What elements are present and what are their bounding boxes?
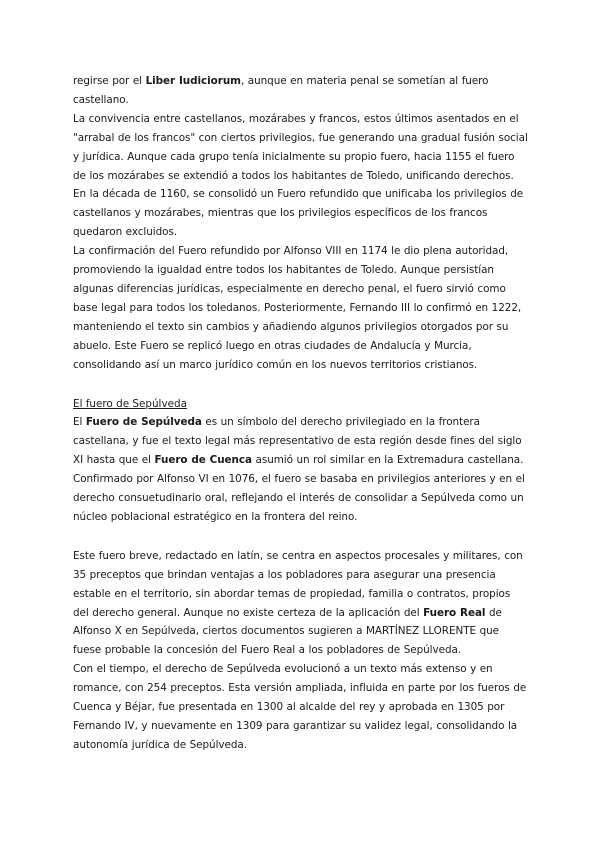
- text-run: El: [73, 416, 86, 429]
- intro-paragraph-3: La confirmación del Fuero refundido por Alfonso VIII en 1174 le dio plena autoridad, promoviendo la igualdad entre todos los habitantes de Toledo. Aunque persistían algunas diferencias jurídicas, especialmente en derecho penal, el fuero sirvió como base legal para todos los toledanos. Posteriormente, Fernando III lo confirmó en 1222, manteniendo el texto sin cambios y añadiendo algunos privilegios otorgados por su abuelo. Este Fuero se replicó luego en otras ciudades de Andalucía y Murcia, consolidando así un marco jurídico común en los nuevos territorios cristianos.: [73, 245, 522, 371]
- sepulveda-paragraph-1: [73, 413, 528, 526]
- text-run: asumió un rol similar en la Extremadura castellana. Confirmado por Alfonso VI en 1076, el fuero se basaba en privilegios anteriores y en el derecho consuetudinario oral, reflejando el interés de consolidar a Sepúlveda como un núcleo poblacional estratégico en la frontera del reino.: [73, 454, 525, 523]
- intro-text-end: , aunque en materia penal se sometían al fuero castellano.: [73, 75, 489, 106]
- text-run: es un símbolo del derecho privilegiado en la frontera castellana, y fue el texto legal más representativo de esta región desde fines del siglo XI hasta que el: [73, 416, 522, 467]
- fuero-real-bold: Fuero Real: [423, 606, 486, 619]
- fuero-sepulveda-bold: Fuero de Sepúlveda: [85, 416, 202, 429]
- liber-iudiciorum-bold: Liber Iudiciorum: [145, 75, 241, 87]
- section-spacer: [73, 375, 528, 395]
- intro-paragraph-2: La convivencia entre castellanos, mozárabes y francos, estos últimos asentados en el "arrabal de los francos" con ciertos privilegios, fue generando una gradual fusión social y jurídica. Aunque cada grupo tenía inicialmente su propio fuero, hacia 1155 el fuero de los mozárabes se extendió a todos los habitantes de Toledo, unificando derechos. En la década de 1160, se consolidó un Fuero refundido que unificaba los privilegios de castellanos y mozárabes, mientras que los privilegios específicos de los francos quedaron excluidos.: [73, 112, 528, 239]
- paragraph-spacer: [73, 527, 528, 547]
- text-run: de Alfonso X en Sepúlveda, ciertos documentos sugieren a MARTÍNEZ LLORENTE que fuese probable la concesión del Fuero Real a los pobladores de Sepúlveda.: [73, 606, 502, 657]
- section-heading: El fuero de Sepúlveda: [73, 397, 187, 410]
- fuero-cuenca-bold: Fuero de Cuenca: [154, 454, 252, 467]
- sepulveda-paragraph-3: Con el tiempo, el derecho de Sepúlveda evolucionó a un texto más extenso y en romance, con 254 preceptos. Esta versión ampliada, influida en parte por los fueros de Cuenca y Béjar, fue presentada en 1300 al alcalde del rey y aprobada en 1305 por Fernando IV, y nuevamente en 1309 para garantizar su validez legal, consolidando la autonomía jurídica de Sepúlveda.: [73, 663, 527, 751]
- sepulveda-paragraph-2: [73, 547, 528, 660]
- intro-text-start: regirse por el: [73, 75, 146, 87]
- text-run: Este fuero breve, redactado en latín, se centra en aspectos procesales y militares, con 35 preceptos que brindan ventajas a los pobladores para asegurar una presencia estable en el territorio, sin abordar temas de propiedad, familia o contratos, propios del derecho general. Aunque no existe certeza de la aplicación del: [73, 549, 523, 619]
- intro-paragraph-1: [73, 72, 528, 110]
